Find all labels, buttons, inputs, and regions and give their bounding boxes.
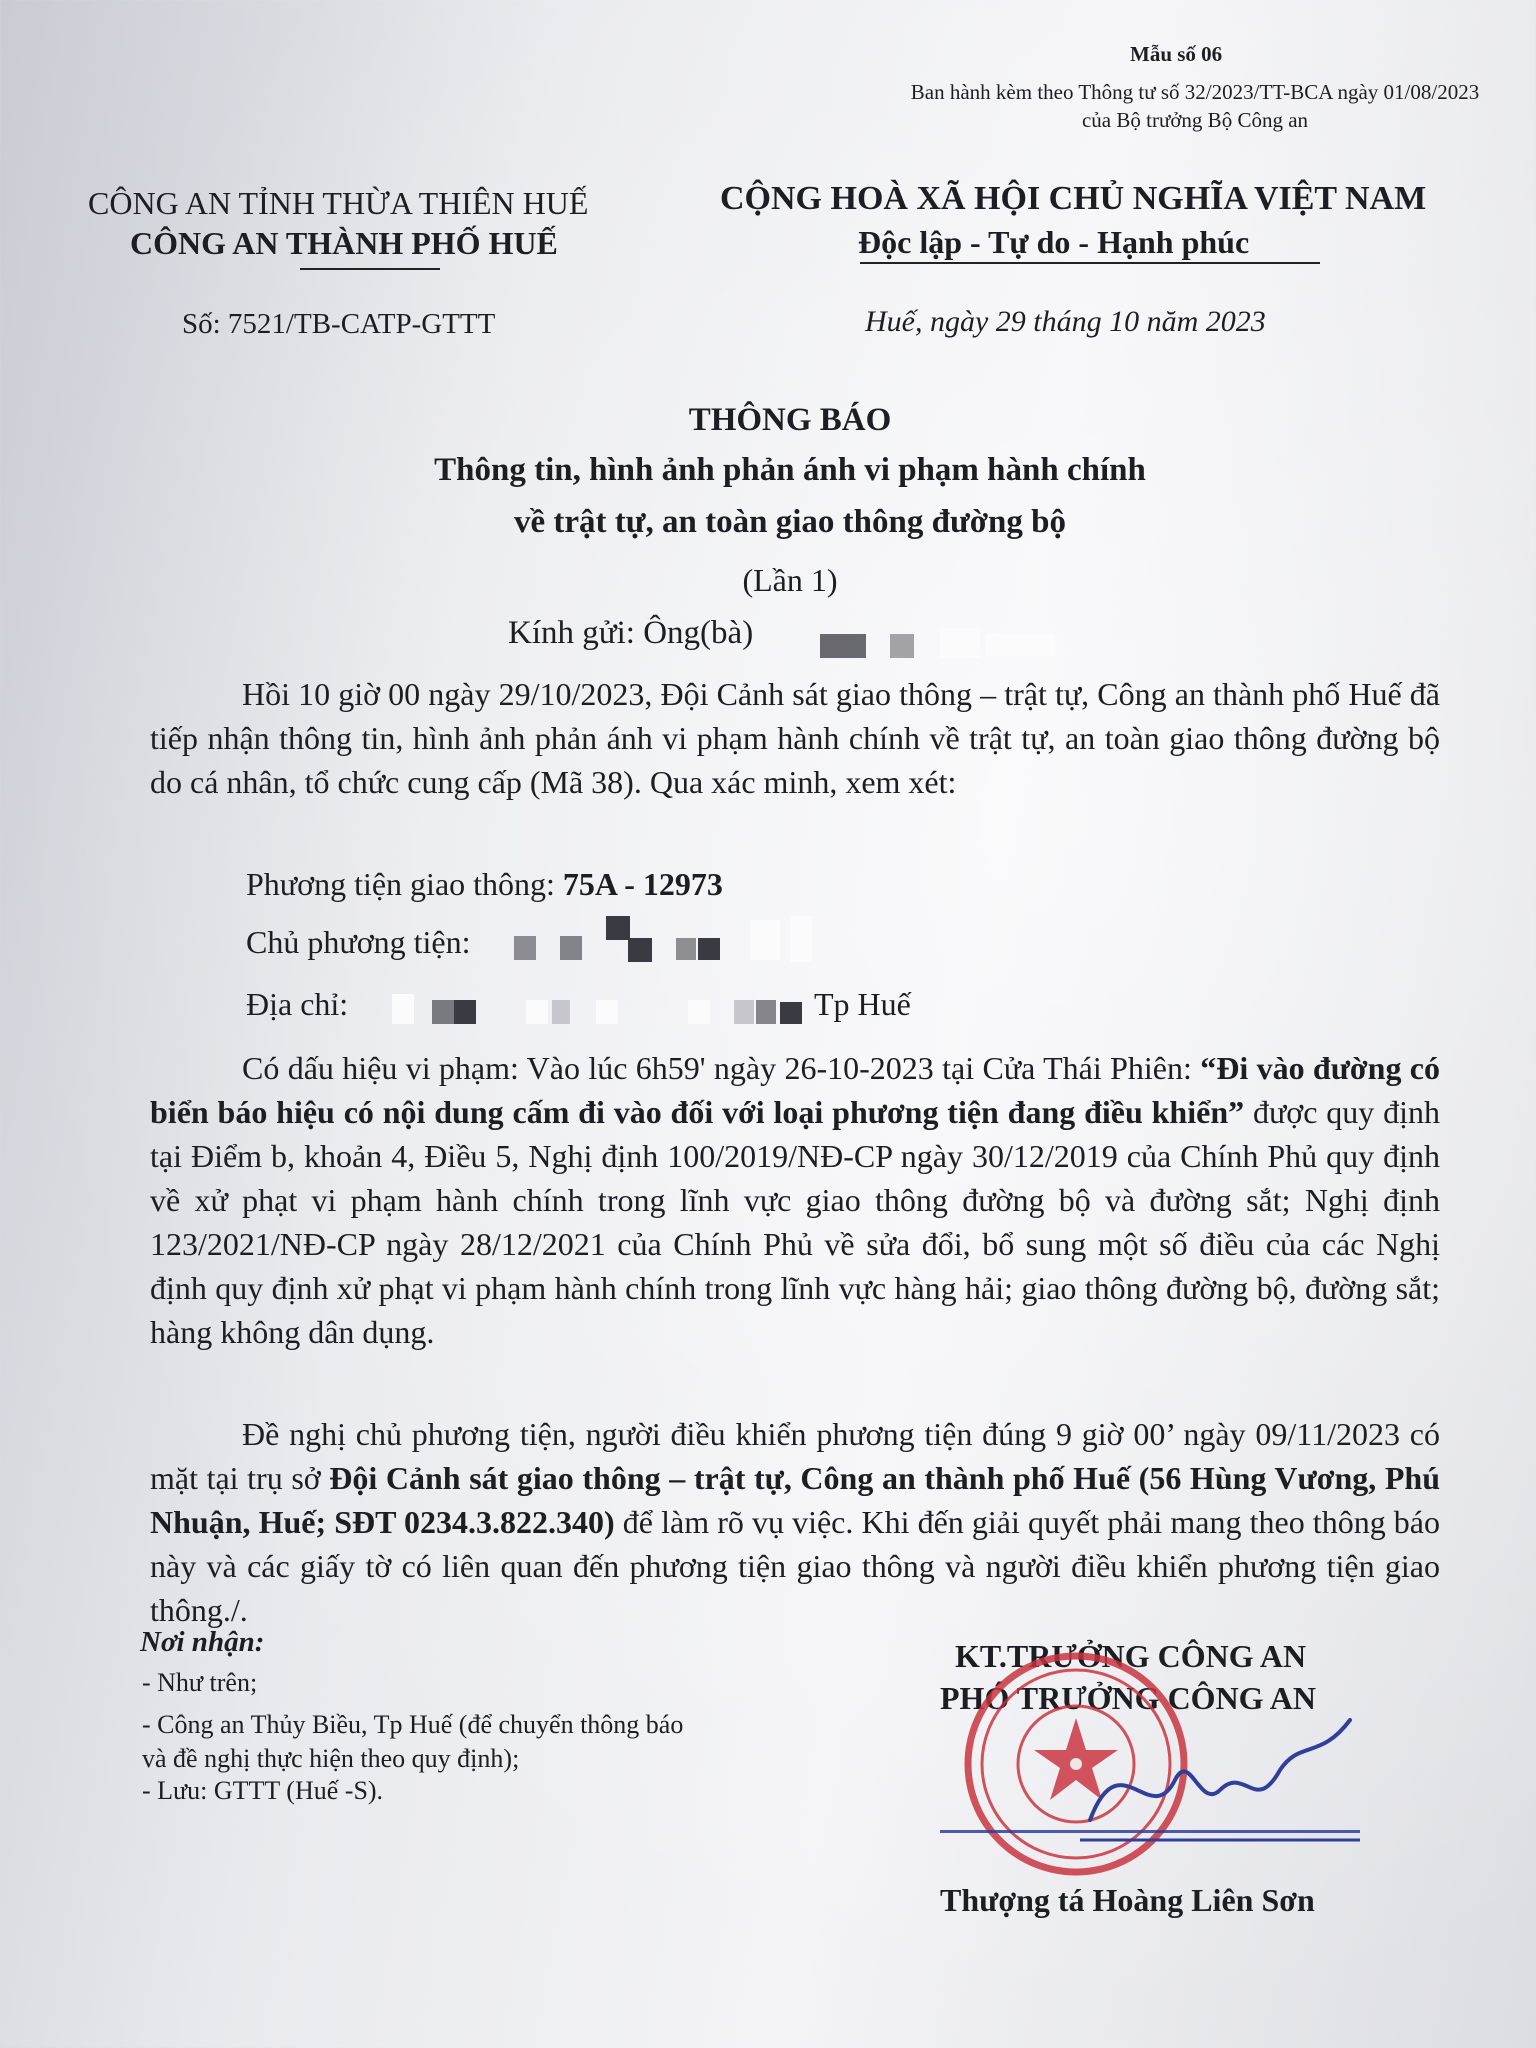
address-city: Tp Huế: [814, 986, 911, 1022]
place-date: Huế, ngày 29 tháng 10 năm 2023: [865, 305, 1266, 338]
request-text: [150, 1412, 1440, 1632]
signature-title-2: PHÓ TRƯỞNG CÔNG AN: [940, 1680, 1317, 1716]
agency-name: CÔNG AN THÀNH PHỐ HUẾ: [130, 225, 558, 261]
recipient-item: - Lưu: GTTT (Huế -S).: [142, 1776, 384, 1805]
recipient-item: - Công an Thủy Biều, Tp Huế (để chuyển thông báo: [142, 1710, 684, 1739]
violation-legal-basis: được quy định tại Điểm b, khoản 4, Điều 5, Nghị định 100/2019/NĐ-CP ngày 30/12/2019 của Chính Phủ quy định về xử phạt vi phạm hành chính trong lĩnh vực giao thông đường bộ và đường sắt; Nghị định 123/2021/NĐ-CP ngày 28/12/2021 của Chính Phủ về sửa đổi, bổ sung một số điều của các Nghị định quy định xử phạt vi phạm hành chính trong lĩnh vực hàng hải; giao thông đường bộ, đường sắt; hàng không dân dụng.: [150, 1094, 1441, 1350]
vehicle-line: [246, 866, 723, 903]
signer-name: Thượng tá Hoàng Liên Sơn: [940, 1882, 1315, 1918]
handwritten-signature-icon: [1080, 1700, 1360, 1850]
address-label: Địa chỉ:: [246, 986, 349, 1022]
request-paragraph: [150, 1412, 1440, 1632]
recipients-title: Nơi nhận:: [140, 1626, 265, 1658]
signature-underline: [940, 1830, 1360, 1833]
document-title: THÔNG BÁO: [688, 402, 892, 438]
violation-paragraph: [150, 1046, 1440, 1354]
motto-underline: [860, 262, 1320, 264]
attempt-number: (Lần 1): [742, 562, 838, 598]
intro-text: Hồi 10 giờ 00 ngày 29/10/2023, Đội Cảnh sát giao thông – trật tự, Công an thành phố Huế đã tiếp nhận thông tin, hình ảnh phản ánh vi phạm hành chính về trật tự, an toàn giao thông đường bộ do cá nhân, tổ chức cung cấp (Mã 38). Qua xác minh, xem xét:: [150, 676, 1440, 800]
document-number: Số: 7521/TB-CATP-GTTT: [182, 308, 496, 340]
request-instructions: để làm rõ vụ việc. Khi đến giải quyết phải mang theo thông báo này và các giấy tờ có liên quan đến phương tiện giao thông và người điều khiển phương tiện giao thông./.: [150, 1504, 1441, 1628]
document-subtitle-line2: về trật tự, an toàn giao thông đường bộ: [513, 504, 1066, 540]
violation-text: [150, 1046, 1440, 1354]
document-subtitle-line1: Thông tin, hình ảnh phản ánh vi phạm hành chính: [434, 452, 1146, 488]
signature-title-1: KT.TRƯỞNG CÔNG AN: [955, 1638, 1307, 1674]
recipient-label: Kính gửi: Ông(bà): [508, 615, 754, 651]
agency-underline: [300, 268, 440, 270]
intro-paragraph: [150, 672, 1440, 804]
request-office: Đội Cảnh sát giao thông – trật tự, Công an thành phố Huế (56 Hùng Vương, Phú Nhuận, Huế; SĐT 0234.3.822.340): [150, 1460, 1441, 1540]
form-issued-by: Ban hành kèm theo Thông tư số 32/2023/TT-BCA ngày 01/08/2023 của Bộ trưởng Bộ Công an: [910, 80, 1480, 132]
form-number: Mẫu số 06: [1130, 42, 1223, 66]
violation-intro: Có dấu hiệu vi phạm: Vào lúc 6h59' ngày 26-10-2023 tại Cửa Thái Phiên:: [242, 1050, 1201, 1086]
republic-name: CỘNG HOÀ XÃ HỘI CHỦ NGHĨA VIỆT NAM: [720, 180, 1427, 217]
vehicle-label: Phương tiện giao thông:: [246, 866, 563, 902]
vehicle-plate: 75A - 12973: [562, 866, 723, 902]
recipient-item: - Như trên;: [142, 1668, 258, 1697]
violation-description: “Đi vào đường có biển báo hiệu có nội dung cấm đi vào đối với loại phương tiện đang điều khiển”: [150, 1050, 1441, 1130]
request-intro: Đề nghị chủ phương tiện, người điều khiển phương tiện đúng 9 giờ 00’ ngày 09/11/2023 có mặt tại trụ sở: [150, 1416, 1440, 1496]
agency-parent: CÔNG AN TỈNH THỪA THIÊN HUẾ: [88, 185, 589, 221]
national-motto: Độc lập - Tự do - Hạnh phúc: [858, 224, 1250, 260]
recipient-item: và đề nghị thực hiện theo quy định);: [142, 1744, 520, 1773]
owner-label: Chủ phương tiện:: [246, 924, 471, 960]
